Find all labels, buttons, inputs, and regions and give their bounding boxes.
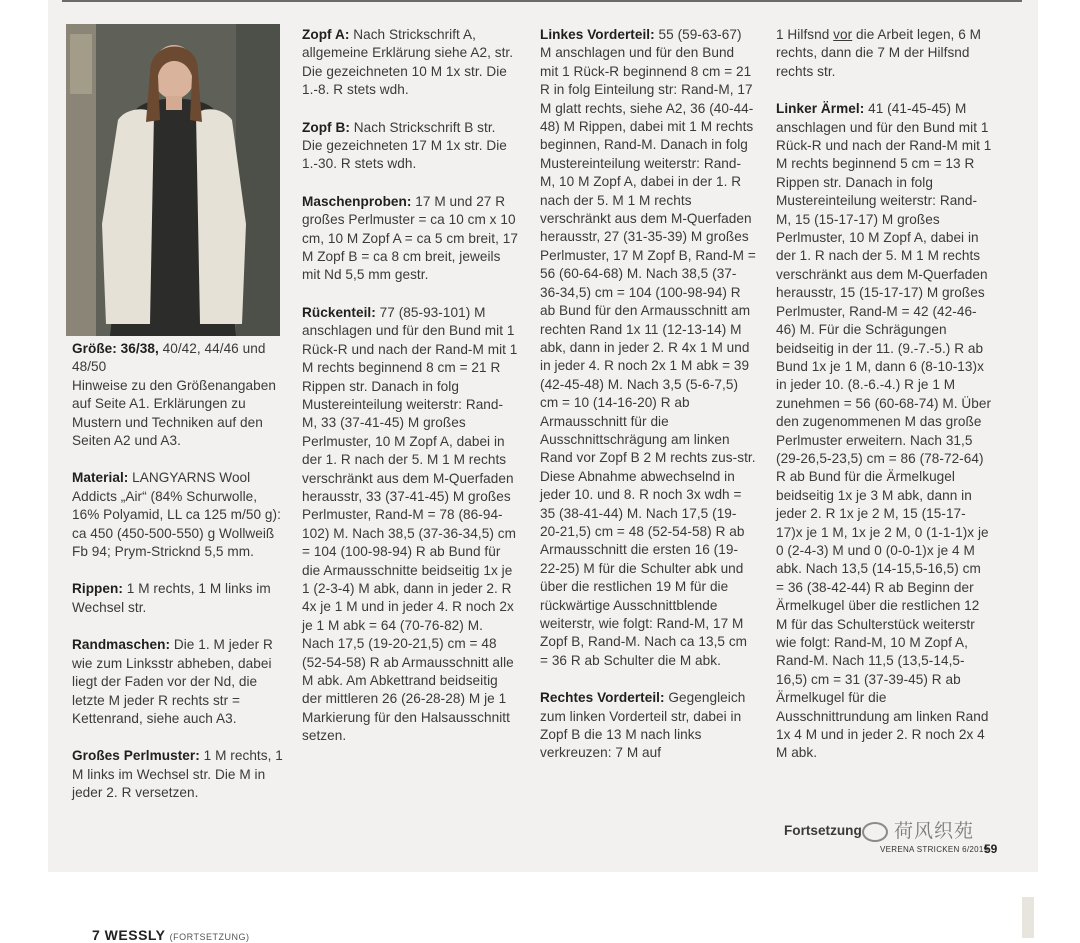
continuation-text-b: die Arbeit legen, 6 M rechts, dann die 7 M der Hilfsnd rechts str. xyxy=(776,27,982,79)
continuation-text xyxy=(776,26,992,81)
rib-section xyxy=(72,580,286,617)
column-4 xyxy=(776,26,992,782)
seed-pattern-label: Großes Perlmuster: xyxy=(72,748,200,764)
edge-label: Randmaschen: xyxy=(72,637,171,653)
next-heading-text: 7 WESSLY xyxy=(92,927,166,943)
column-2 xyxy=(302,26,518,765)
back-text: 77 (85-93-101) M anschlagen und für den Bund mit 1 Rück-R und nach der Rand-M mit 1 M rechts beginnend 8 cm = 21 R Rippen str. Danach in folg Mustereinteilung weiterstr: Rand-M, 33 (37-41-45) M großes Perlmuster, 10 M Zopf A, dabei in der 1. R nach der 5. M 1 M rechts verschränkt aus dem M-Querfaden herausstr, 33 (37-41-45) M großes Perlmuster, Rand-M = 78 (86-94-102) M. Nach 38,5 (37-36-34,5) cm = 104 (100-98-94) R ab Bund für die Armausschnitte beidseitig 1x je 1 (2-3-4) M abk, dann in jeder 2. R 4x je 1 M und in jeder 4. R noch 2x je 1 M abk = 64 (70-76-82) M. Nach 17,5 (19-20-21,5) cm = 48 (52-54-58) R ab Armausschnitt alle M abk. Am Abkettrand beidseitig der mittleren 26 (26-28-28) M je 1 Markierung für den Halsausschnitt setzen. xyxy=(302,304,518,744)
left-front-section xyxy=(540,26,756,670)
page-number: 59 xyxy=(984,842,998,856)
gauge-section xyxy=(302,193,518,285)
material-label: Material: xyxy=(72,470,129,486)
gauge-text: 17 M und 27 R großes Perlmuster = ca 10 cm x 10 cm, 10 M Zopf A = ca 5 cm breit, 17 M Zopf B = ca 8 cm breit, jeweils mit Nd 5,5 mm gestr. xyxy=(302,193,518,283)
rib-text: 1 M rechts, 1 M links im Wechsel str. xyxy=(72,581,271,615)
back-section xyxy=(302,304,518,746)
cable-b-text: Nach Strickschrift B str. Die gezeichneten 17 M 1x str. Die 1.-30. R stets wdh. xyxy=(302,119,507,172)
left-front-text: 55 (59-63-67) M anschlagen und für den Bund mit 1 Rück-R beginnend 8 cm = 21 R in folg Einteilung str: Rand-M, 17 M glatt rechts, siehe A2, 36 (40-44-48) M Rippen, dabei mit 1 M rechts beginnen, Rand-M. Danach in folg Mustereinteilung weiterstr: Rand-M, 10 M Zopf A, dabei in der 1. R nach der 5. M 1 M rechts verschränkt aus dem M-Querfaden herausstr, 27 (31-35-39) M großes Perlmuster, 17 M Zopf B, Rand-M = 56 (60-64-68) M. Nach 38,5 (37-36-34,5) cm = 104 (100-98-94) R ab Bund für den Armausschnitt am rechten Rand 1x 11 (12-13-14) M abk, dann in jeder 2. R 4x 1 M und in jeder 4. R noch 2x 1 M abk = 39 (42-45-48) M. Nach 3,5 (5-6-7,5) cm = 10 (14-16-20) R ab Armausschnitt für die Ausschnittschrägung am linken Rand vor Zopf B 2 M rechts zus-str. Diese Abnahme abwechselnd in jeder 10. und 8. R noch 3x wdh = 35 (38-41-44) M. Nach 17,5 (19-20-21,5) cm = 48 (52-54-58) R ab Armausschnitt die ersten 16 (19-22-25) M für die Schulter abk und über die restlichen 19 M für die rückwärtige Ausschnittblende weiterstr, wie folgt: Rand-M, 17 M Zopf B, Rand-M. Nach ca 13,5 cm = 36 R ab Schulter die M abk. xyxy=(540,27,756,668)
size-text: 40/42, 44/46 und 48/50 xyxy=(72,341,266,375)
continuation-underlined: vor xyxy=(833,27,853,42)
gauge-label: Maschenproben: xyxy=(302,193,412,209)
folio: VERENA STRICKEN 6/2019 xyxy=(880,845,989,854)
material-text: LANGYARNS Wool Addicts „Air“ (84% Schurwolle, 16% Polyamid, LL ca 125 m/50 g): ca 450 (450-500-550) g Wollweiß Fb 94; Prym-Stricknd 5,5 mm. xyxy=(72,470,281,560)
cable-a-label: Zopf A: xyxy=(302,27,350,42)
back-label: Rückenteil: xyxy=(302,304,376,320)
left-sleeve-section xyxy=(776,100,992,763)
edge-section xyxy=(72,636,286,728)
edge-text: Die 1. M jeder R wie zum Linksstr abheben, dabei liegt der Faden vor der Nd, die letzte M jeder R rechts str = Kettenrand, siehe auch A3. xyxy=(72,637,273,726)
cable-b-section xyxy=(302,119,518,174)
column-3 xyxy=(540,26,756,782)
watermark-text: 荷风织苑 xyxy=(894,821,975,842)
right-front-text: Gegengleich zum linken Vorderteil str, dabei in Zopf B die 13 M nach links verkreuzen: 7 M auf xyxy=(540,690,746,761)
left-sleeve-text: 41 (41-45-45) M anschlagen und für den Bund mit 1 Rück-R und nach der Rand-M mit 1 M rechts beginnend 5 cm = 13 R Rippen str. Danach in folg Mustereinteilung weiterstr: Rand-M, 15 (15-17-17) M großes Perlmuster, 10 M Zopf A, dabei in der 1. R nach der 5. M 1 M rechts verschränkt aus dem M-Querfaden herausstr, 15 (15-17-17) M großes Perlmuster, Rand-M = 42 (42-46-46) M. Für die Schrägungen beidseitig in der 11. (9.-7.-5.) R ab Bund 1x je 1 M, dann 6 (8-10-13)x in jeder 10. (8.-6.-4.) R je 1 M zunehmen = 56 (60-68-74) M. Über den zugenommenen M das große Perlmuster erweitern. Nach 31,5 (29-26,5-23,5) cm = 86 (78-72-64) R ab Bund für die Ärmelkugel beidseitig 1x je 3 M abk, dann in jeder 2. R 1x je 2 M, 15 (15-17-17)x je 1 M, 1x je 2 M, 0 (1-1-1)x je 0 (2-4-3) M und 0 (0-0-1)x je 4 M abk. Nach 13,5 (14-15,5-16,5) cm = 36 (38-42-44) R ab Beginn der Ärmelkugel über die restlichen 12 M für das Schulterstück weiterstr wie folgt: Rand-M, 10 M Zopf A, Rand-M. Nach 11,5 (13,5-14,5-16,5) cm = 31 (37-39-45) R ab Ärmelkugel für die Ausschnittrundung am linken Rand 1x 4 M und in jeder 2. R noch 2x 4 M abk. xyxy=(776,101,992,761)
model-photo xyxy=(66,24,280,336)
continuation-text-a: 1 Hilfsnd xyxy=(776,27,834,42)
seed-pattern-text: 1 M rechts, 1 M links im Wechsel str. Die M in jeder 2. R versetzen. xyxy=(72,748,283,801)
continuation-note xyxy=(784,822,862,840)
size-section xyxy=(72,340,286,450)
left-sleeve-label: Linker Ärmel: xyxy=(776,101,865,117)
seed-pattern-section xyxy=(72,747,286,802)
size-hint: Hinweise zu den Größenangaben auf Seite A1. Erklärungen zu Mustern und Techniken auf den Seiten A2 und A3. xyxy=(72,377,276,449)
next-heading-sub: (FORTSETZUNG) xyxy=(169,932,250,942)
material-section xyxy=(72,469,286,561)
watermark xyxy=(862,816,974,843)
wechat-icon xyxy=(862,822,888,842)
right-front-section xyxy=(540,689,756,763)
next-page-edge xyxy=(1022,897,1034,938)
cable-a-text: Nach Strickschrift A, allgemeine Erklärung siehe A2, str. Die gezeichneten 10 M 1x str. Die 1.-8. R stets wdh. xyxy=(302,27,514,98)
rib-label: Rippen: xyxy=(72,581,123,597)
continuation-label: Fortsetzung xyxy=(784,823,862,838)
cable-a-section xyxy=(302,26,518,100)
next-page-heading xyxy=(92,927,249,943)
cable-b-label: Zopf B: xyxy=(302,119,350,135)
size-label: Größe: 36/38, xyxy=(72,341,159,356)
left-front-label: Linkes Vorderteil: xyxy=(540,27,655,42)
top-rule xyxy=(62,0,1022,2)
right-front-label: Rechtes Vorderteil: xyxy=(540,690,665,706)
column-1 xyxy=(72,340,286,822)
